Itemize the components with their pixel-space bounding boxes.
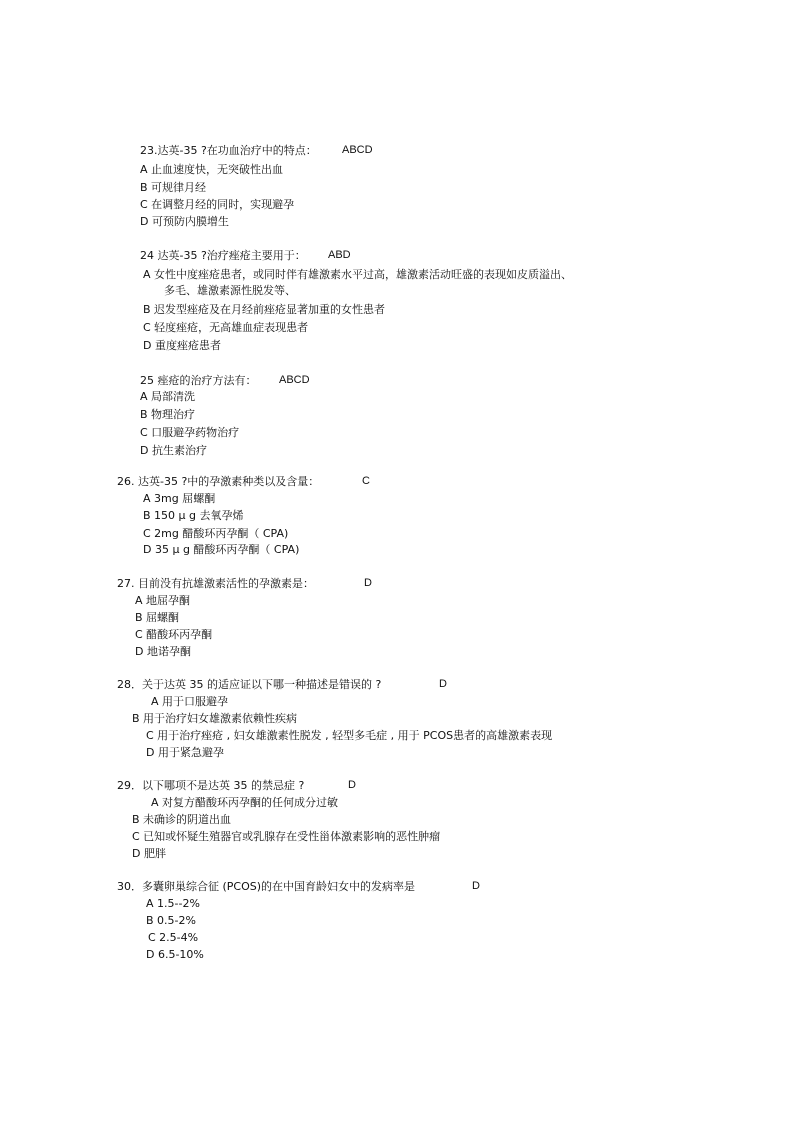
- option: A 3mg 屈螺酮: [143, 492, 216, 505]
- option: D 抗生素治疗: [140, 444, 207, 457]
- option: D 用于紧急避孕: [146, 746, 224, 759]
- question-26: 26. 达英-35 ?中的孕激素种类以及含量：: [117, 475, 320, 488]
- answer-28: D: [439, 678, 447, 690]
- question-29: 29．以下哪项不是达英 35 的禁忌症 ?: [117, 779, 305, 792]
- answer-26: C: [362, 475, 370, 487]
- answer-30: D: [472, 880, 480, 892]
- option: A 女性中度痤疮患者，或同时伴有雄激素水平过高，雄激素活动旺盛的表现如皮质溢出、: [143, 268, 573, 281]
- question-30: 30．多囊卵巢综合征 (PCOS)的在中国育龄妇女中的发病率是: [117, 880, 416, 893]
- option: B 物理治疗: [140, 408, 196, 421]
- option: A 止血速度快，无突破性出血: [140, 163, 284, 176]
- answer-25: ABCD: [279, 374, 310, 386]
- question-25: 25 痤疮的治疗方法有：: [140, 374, 257, 387]
- option: D 35 μ g 醋酸环丙孕酮（ CPA): [143, 543, 300, 556]
- option: D 重度痤疮患者: [143, 339, 221, 352]
- option-continuation: 多毛、雄激素源性脱发等、: [164, 284, 296, 297]
- option: D 肥胖: [132, 847, 166, 860]
- option: C 在调整月经的同时，实现避孕: [140, 198, 295, 211]
- option: A 用于口服避孕: [151, 695, 229, 708]
- option: C 轻度痤疮，无高雄血症表现患者: [143, 321, 309, 334]
- question-24: 24 达英-35 ?治疗痤疮主要用于：: [140, 249, 306, 262]
- option: A 对复方醋酸环丙孕酮的任何成分过敏: [151, 796, 339, 809]
- answer-29: D: [348, 779, 356, 791]
- option: C 2.5-4%: [148, 931, 199, 944]
- option: C 已知或怀疑生殖器官或乳腺存在受性甾体激素影响的恶性肿瘤: [132, 830, 441, 843]
- option: B 可规律月经: [140, 181, 207, 194]
- option: B 未确诊的阴道出血: [132, 813, 232, 826]
- answer-23: ABCD: [342, 144, 373, 156]
- option: C 用于治疗痤疮 , 妇女雄激素性脱发 , 轻型多毛症 , 用于 PCOS患者的高雄激素表现: [146, 729, 553, 742]
- option: C 2mg 醋酸环丙孕酮（ CPA): [143, 527, 289, 540]
- answer-27: D: [364, 577, 372, 589]
- option: A 地屈孕酮: [135, 594, 191, 607]
- option: A 局部清洗: [140, 390, 196, 403]
- option: B 迟发型痤疮及在月经前痤疮显著加重的女性患者: [143, 303, 386, 316]
- option: D 地诺孕酮: [135, 645, 191, 658]
- option: B 屈螺酮: [135, 611, 180, 624]
- option: A 1.5--2%: [146, 897, 200, 910]
- option: B 0.5-2%: [146, 914, 196, 927]
- option: B 用于治疗妇女雄激素依赖性疾病: [132, 712, 298, 725]
- option: C 醋酸环丙孕酮: [135, 628, 213, 641]
- answer-24: ABD: [328, 249, 351, 261]
- option: D 6.5-10%: [146, 948, 204, 961]
- option: C 口服避孕药物治疗: [140, 426, 240, 439]
- option: D 可预防内膜增生: [140, 215, 229, 228]
- question-28: 28．关于达英 35 的适应证以下哪一种描述是错误的 ?: [117, 678, 382, 691]
- option: B 150 μ g 去氧孕烯: [143, 509, 244, 522]
- question-27: 27. 目前没有抗雄激素活性的孕激素是：: [117, 577, 314, 590]
- question-23: 23.达英-35 ?在功血治疗中的特点：: [140, 144, 317, 157]
